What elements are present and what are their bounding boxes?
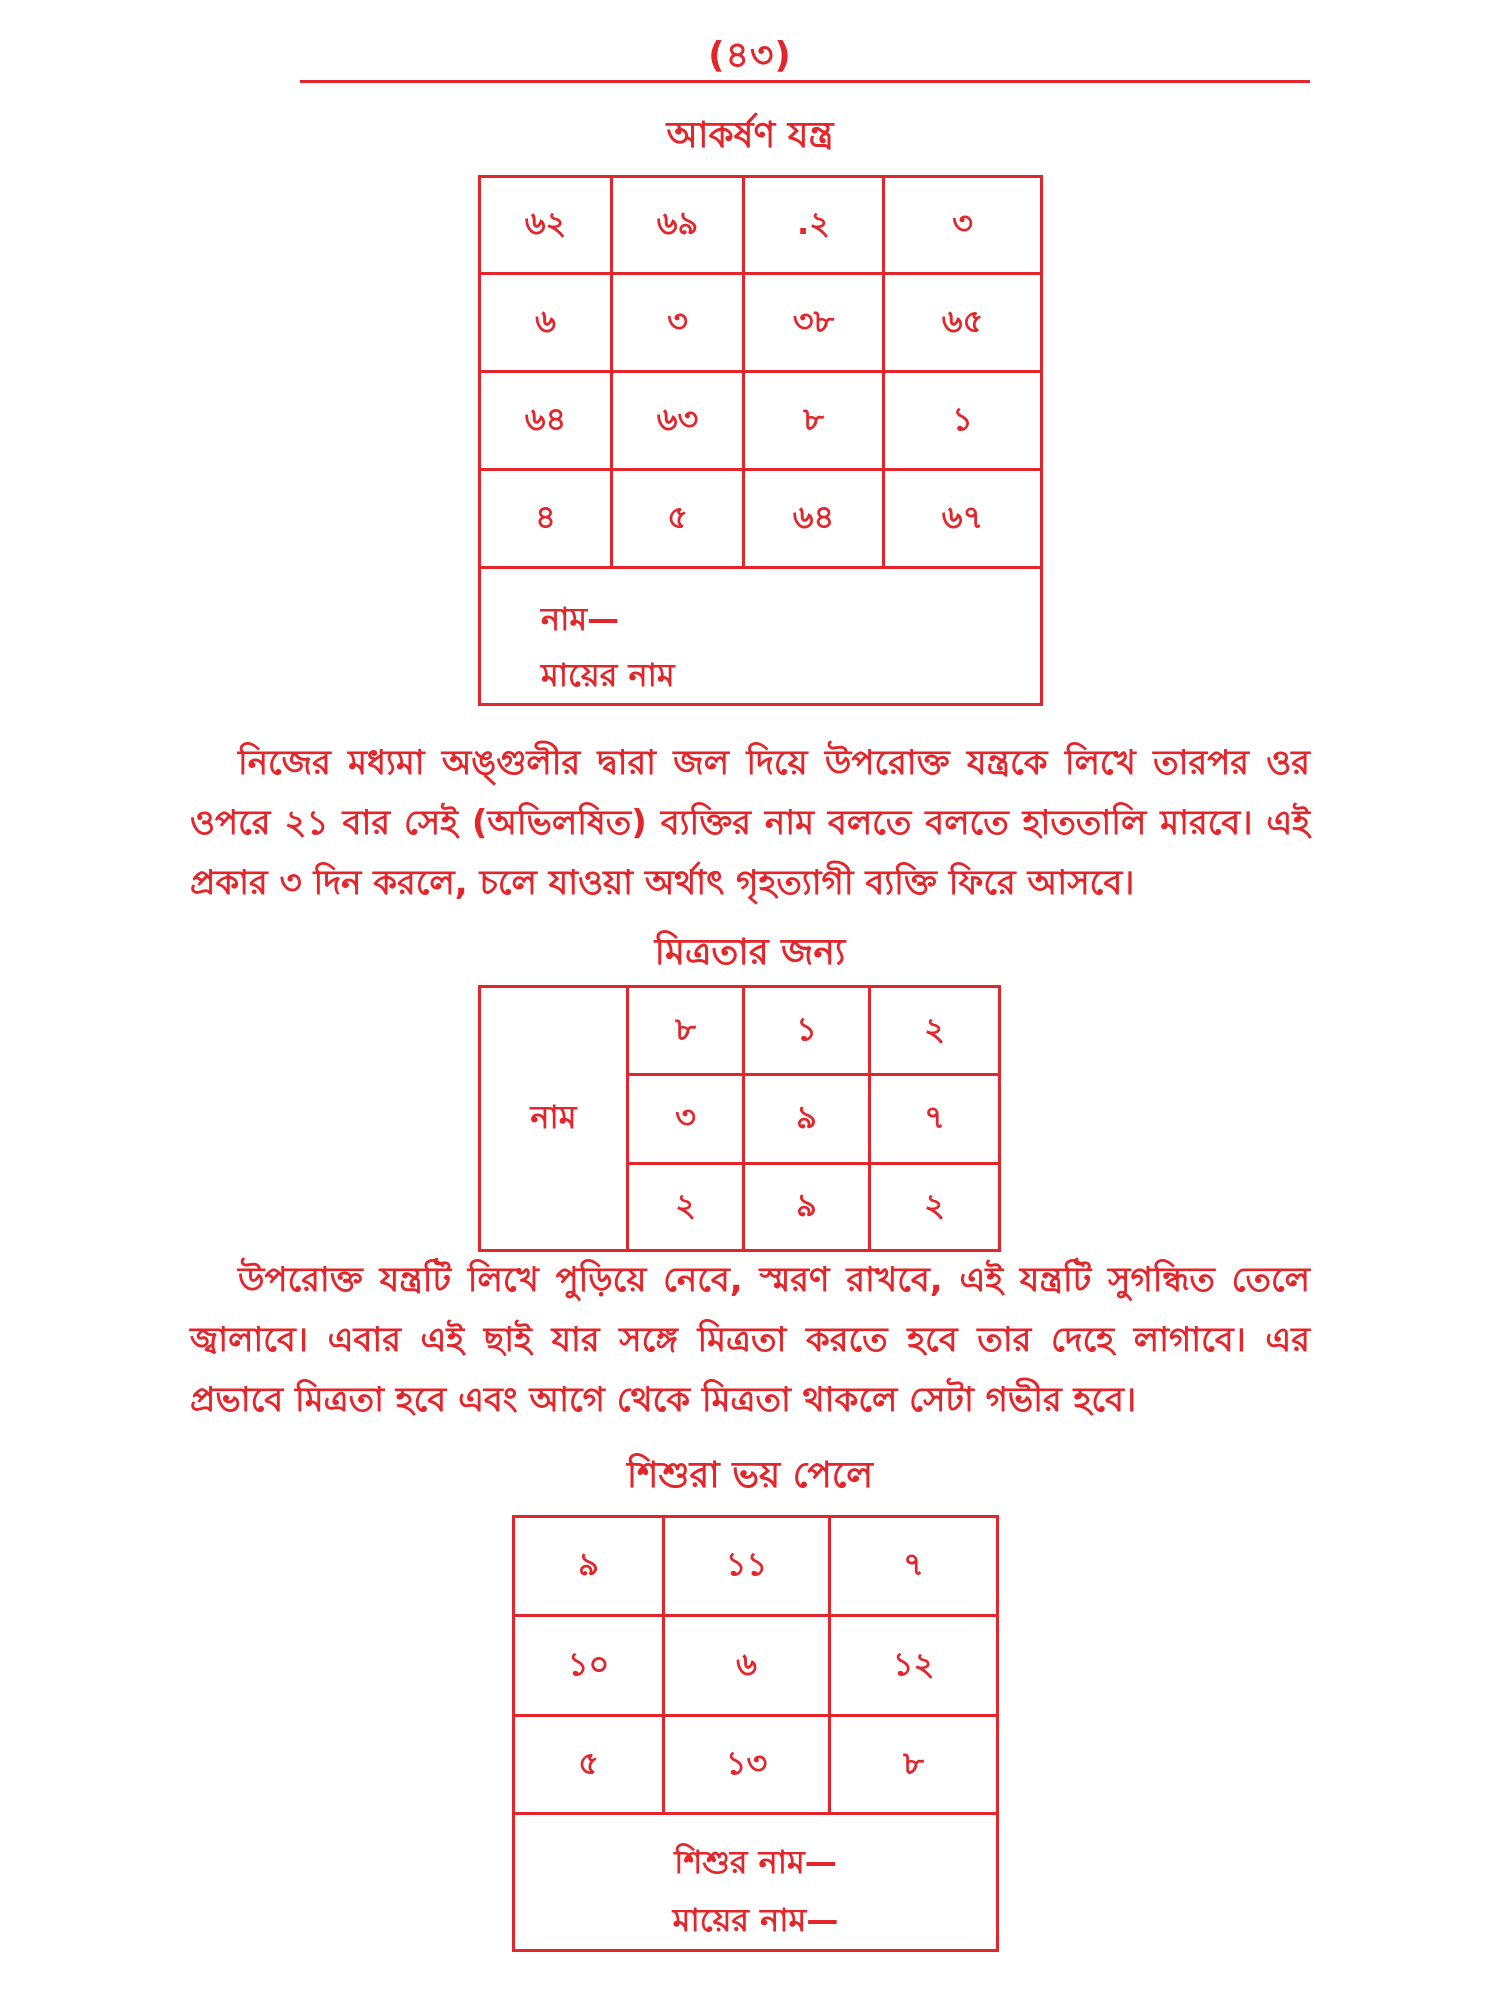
grid-cell: ৬৪ [480, 372, 612, 470]
grid-cell: ৬৪ [744, 470, 884, 568]
section-title-shishu: শিশুরা ভয় পেলে [626, 1455, 874, 1496]
akarshan-yantra-table [478, 175, 1043, 706]
grid-cell: ৩ [884, 177, 1042, 274]
grid-cell: ৩ [628, 1075, 744, 1164]
child-name-label: শিশুর নাম— [674, 1843, 837, 1881]
grid-cell: ৮ [628, 987, 744, 1075]
section-title-akarshan: আকর্ষণ যন্ত্র [666, 115, 834, 156]
shishu-yantra-table [512, 1515, 999, 1952]
grid-cell: ৭ [870, 1075, 1000, 1164]
grid-cell: ১ [884, 372, 1042, 470]
page-number: (৪৩) [708, 35, 792, 76]
grid-cell: ৯ [744, 1164, 870, 1251]
mitrata-yantra-table [478, 985, 1001, 1252]
name-box [480, 568, 1042, 705]
header-rule [300, 80, 1310, 83]
grid-cell: ৫ [514, 1716, 664, 1814]
grid-cell: ১০ [514, 1616, 664, 1716]
grid-cell: ২ [628, 1164, 744, 1251]
grid-cell: ১১ [664, 1517, 830, 1616]
grid-cell: ৬ [664, 1616, 830, 1716]
name-label: নাম— [541, 600, 620, 638]
grid-cell: ২ [870, 1164, 1000, 1251]
grid-cell: ২ [870, 987, 1000, 1075]
grid-cell: ৬ [480, 274, 612, 372]
grid-cell: ৮ [744, 372, 884, 470]
grid-cell: ৮ [830, 1716, 998, 1814]
grid-cell: ৬৯ [612, 177, 744, 274]
grid-cell: ১ [744, 987, 870, 1075]
grid-cell: ৫ [612, 470, 744, 568]
grid-cell: ৬৩ [612, 372, 744, 470]
akarshan-instructions: নিজের মধ্যমা অঙ্গুলীর দ্বারা জল দিয়ে উপরোক্ত যন্ত্রকে লিখে তারপর ওর ওপরে ২১ বার সেই (অভিলষিত) ব্যক্তির নাম বলতে বলতে হাততালি মারবে। এই প্রকার ৩ দিন করলে, চলে যাওয়া অর্থাৎ গৃহত্যাগী ব্যক্তি ফিরে আসবে। [190, 743, 1310, 903]
grid-cell: ৯ [514, 1517, 664, 1616]
grid-cell: ৭ [830, 1517, 998, 1616]
grid-cell: ১২ [830, 1616, 998, 1716]
grid-cell: ৬৫ [884, 274, 1042, 372]
grid-cell: ৩ [612, 274, 744, 372]
name-box [514, 1814, 998, 1951]
mitrata-instructions: উপরোক্ত যন্ত্রটি লিখে পুড়িয়ে নেবে, স্মরণ রাখবে, এই যন্ত্রটি সুগন্ধিত তেলে জ্বালাবে। এবার এই ছাই যার সঙ্গে মিত্রতা করতে হবে তার দেহে লাগাবে। এর প্রভাবে মিত্রতা হবে এবং আগে থেকে মিত্রতা থাকলে সেটা গভীর হবে। [190, 1260, 1310, 1420]
mother-name-label: মায়ের নাম— [672, 1901, 839, 1939]
grid-cell: ৬৭ [884, 470, 1042, 568]
grid-cell: ৩৮ [744, 274, 884, 372]
grid-cell: ৬২ [480, 177, 612, 274]
mother-name-label: মায়ের নাম [541, 656, 675, 694]
grid-cell: .২ [744, 177, 884, 274]
grid-cell: ৯ [744, 1075, 870, 1164]
grid-cell: ১৩ [664, 1716, 830, 1814]
grid-cell: ৪ [480, 470, 612, 568]
section-title-mitrata: মিত্রতার জন্য [654, 932, 846, 973]
mitrata-name-cell: নাম [480, 987, 628, 1251]
